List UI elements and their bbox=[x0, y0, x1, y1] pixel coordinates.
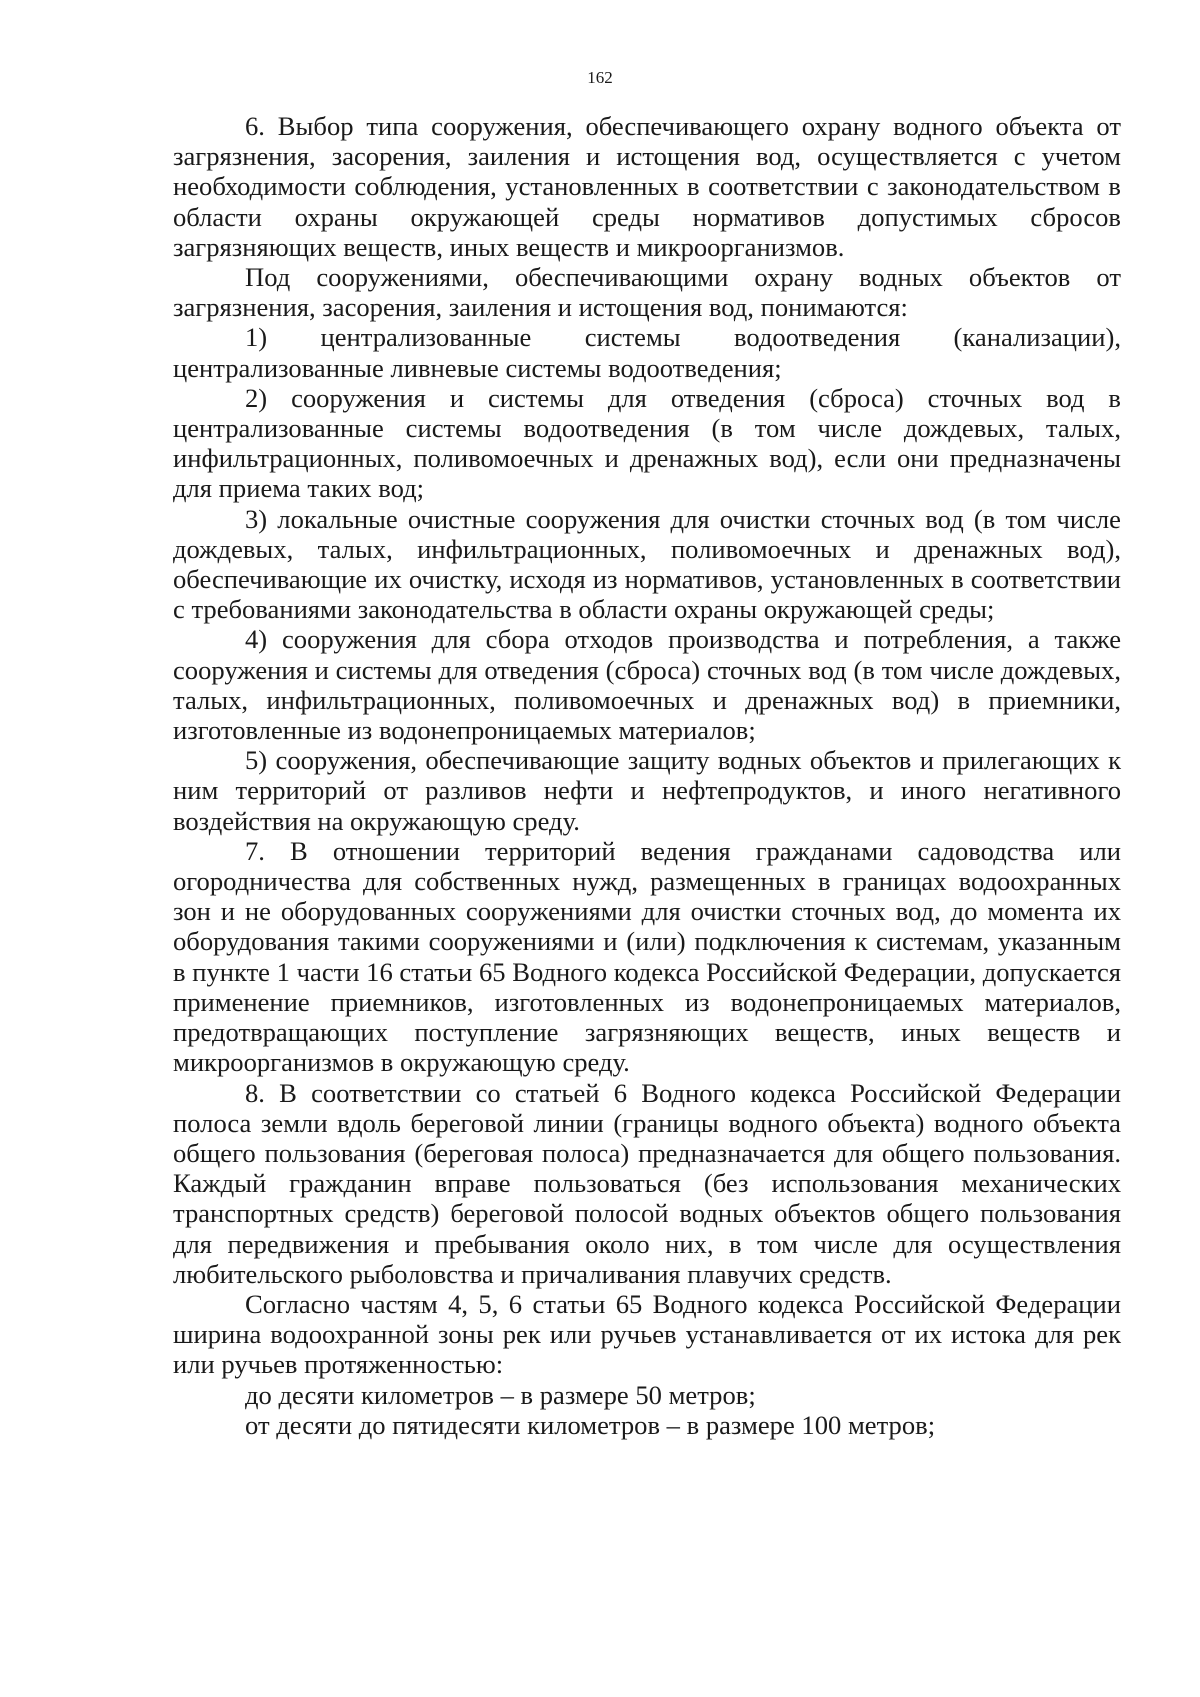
list-item-3: 3) локальные очистные сооружения для очистки сточных вод (в том числе дождевых, талых, инфильтрационных, поливомоечных и дренажных вод), обеспечивающие их очистку, исходя из нормативов, установленных в соответствии с требованиями законодательства в области охраны окружающей среды; bbox=[173, 503, 1121, 625]
page-number: 162 bbox=[587, 68, 613, 87]
paragraph-item-8: 8. В соответствии со статьей 6 Водного кодекса Российской Федерации полоса земли вдоль береговой линии (границы водного объекта) водного объекта общего пользования (береговая полоса) предназначается для общего пользования. Каждый гражданин вправе пользоваться (без использования механических транспортных средств) береговой полосой водных объектов общего пользования для передвижения и пребывания около них, в том числе для осуществления любительского рыболовства и причаливания плавучих средств. bbox=[173, 1077, 1121, 1289]
list-item-2: 2) сооружения и системы для отведения (сброса) сточных вод в централизованные системы водоотведения (в том числе дождевых, талых, инфильтрационных, поливомоечных и дренажных вод), если они предназначены для приема таких вод; bbox=[173, 382, 1121, 504]
zone-width-line-1: до десяти километров – в размере 50 метров; bbox=[245, 1379, 756, 1410]
list-item-5: 5) сооружения, обеспечивающие защиту водных объектов и прилегающих к ним территорий от разливов нефти и нефтепродуктов, и иного негативного воздействия на окружающую среду. bbox=[173, 745, 1121, 836]
paragraph-item-7: 7. В отношении территорий ведения гражданами садоводства или огородничества для собственных нужд, размещенных в границах водоохранных зон и не оборудованных сооружениями для очистки сточных вод, до момента их оборудования такими сооружениями и (или) подключения к системам, указанным в пункте 1 части 16 статьи 65 Водного кодекса Российской Федерации, допускается применение приемников, изготовленных из водонепроницаемых материалов, предотвращающих поступление загрязняющих веществ, иных веществ и микроорганизмов в окружающую среду. bbox=[173, 835, 1121, 1078]
zone-width-line-2: от десяти до пятидесяти километров – в размере 100 метров; bbox=[245, 1409, 936, 1440]
paragraph-item-6: 6. Выбор типа сооружения, обеспечивающего охрану водного объекта от загрязнения, засорения, заиления и истощения вод, осуществляется с учетом необходимости соблюдения, установленных в соответствии с законодательством в области охраны окружающей среды нормативов допустимых сбросов загрязняющих веществ, иных веществ и микроорганизмов. bbox=[173, 111, 1121, 262]
paragraph-water-protection-zone: Согласно частям 4, 5, 6 статьи 65 Водного кодекса Российской Федерации ширина водоохранной зоны рек или ручьев устанавливается от их истока для рек или ручьев протяженностью: bbox=[173, 1288, 1121, 1380]
list-item-1: 1) централизованные системы водоотведения (канализации), централизованные ливневые системы водоотведения; bbox=[173, 322, 1121, 383]
document-body bbox=[173, 111, 1121, 1440]
list-item-4: 4) сооружения для сбора отходов производства и потребления, а также сооружения и системы для отведения (сброса) сточных вод (в том числе дождевых, талых, инфильтрационных, поливомоечных и дренажных вод) в приемники, изготовленные из водонепроницаемых материалов; bbox=[173, 624, 1121, 746]
paragraph-structures-definition: Под сооружениями, обеспечивающими охрану водных объектов от загрязнения, засорения, заиления и истощения вод, понимаются: bbox=[173, 262, 1121, 323]
